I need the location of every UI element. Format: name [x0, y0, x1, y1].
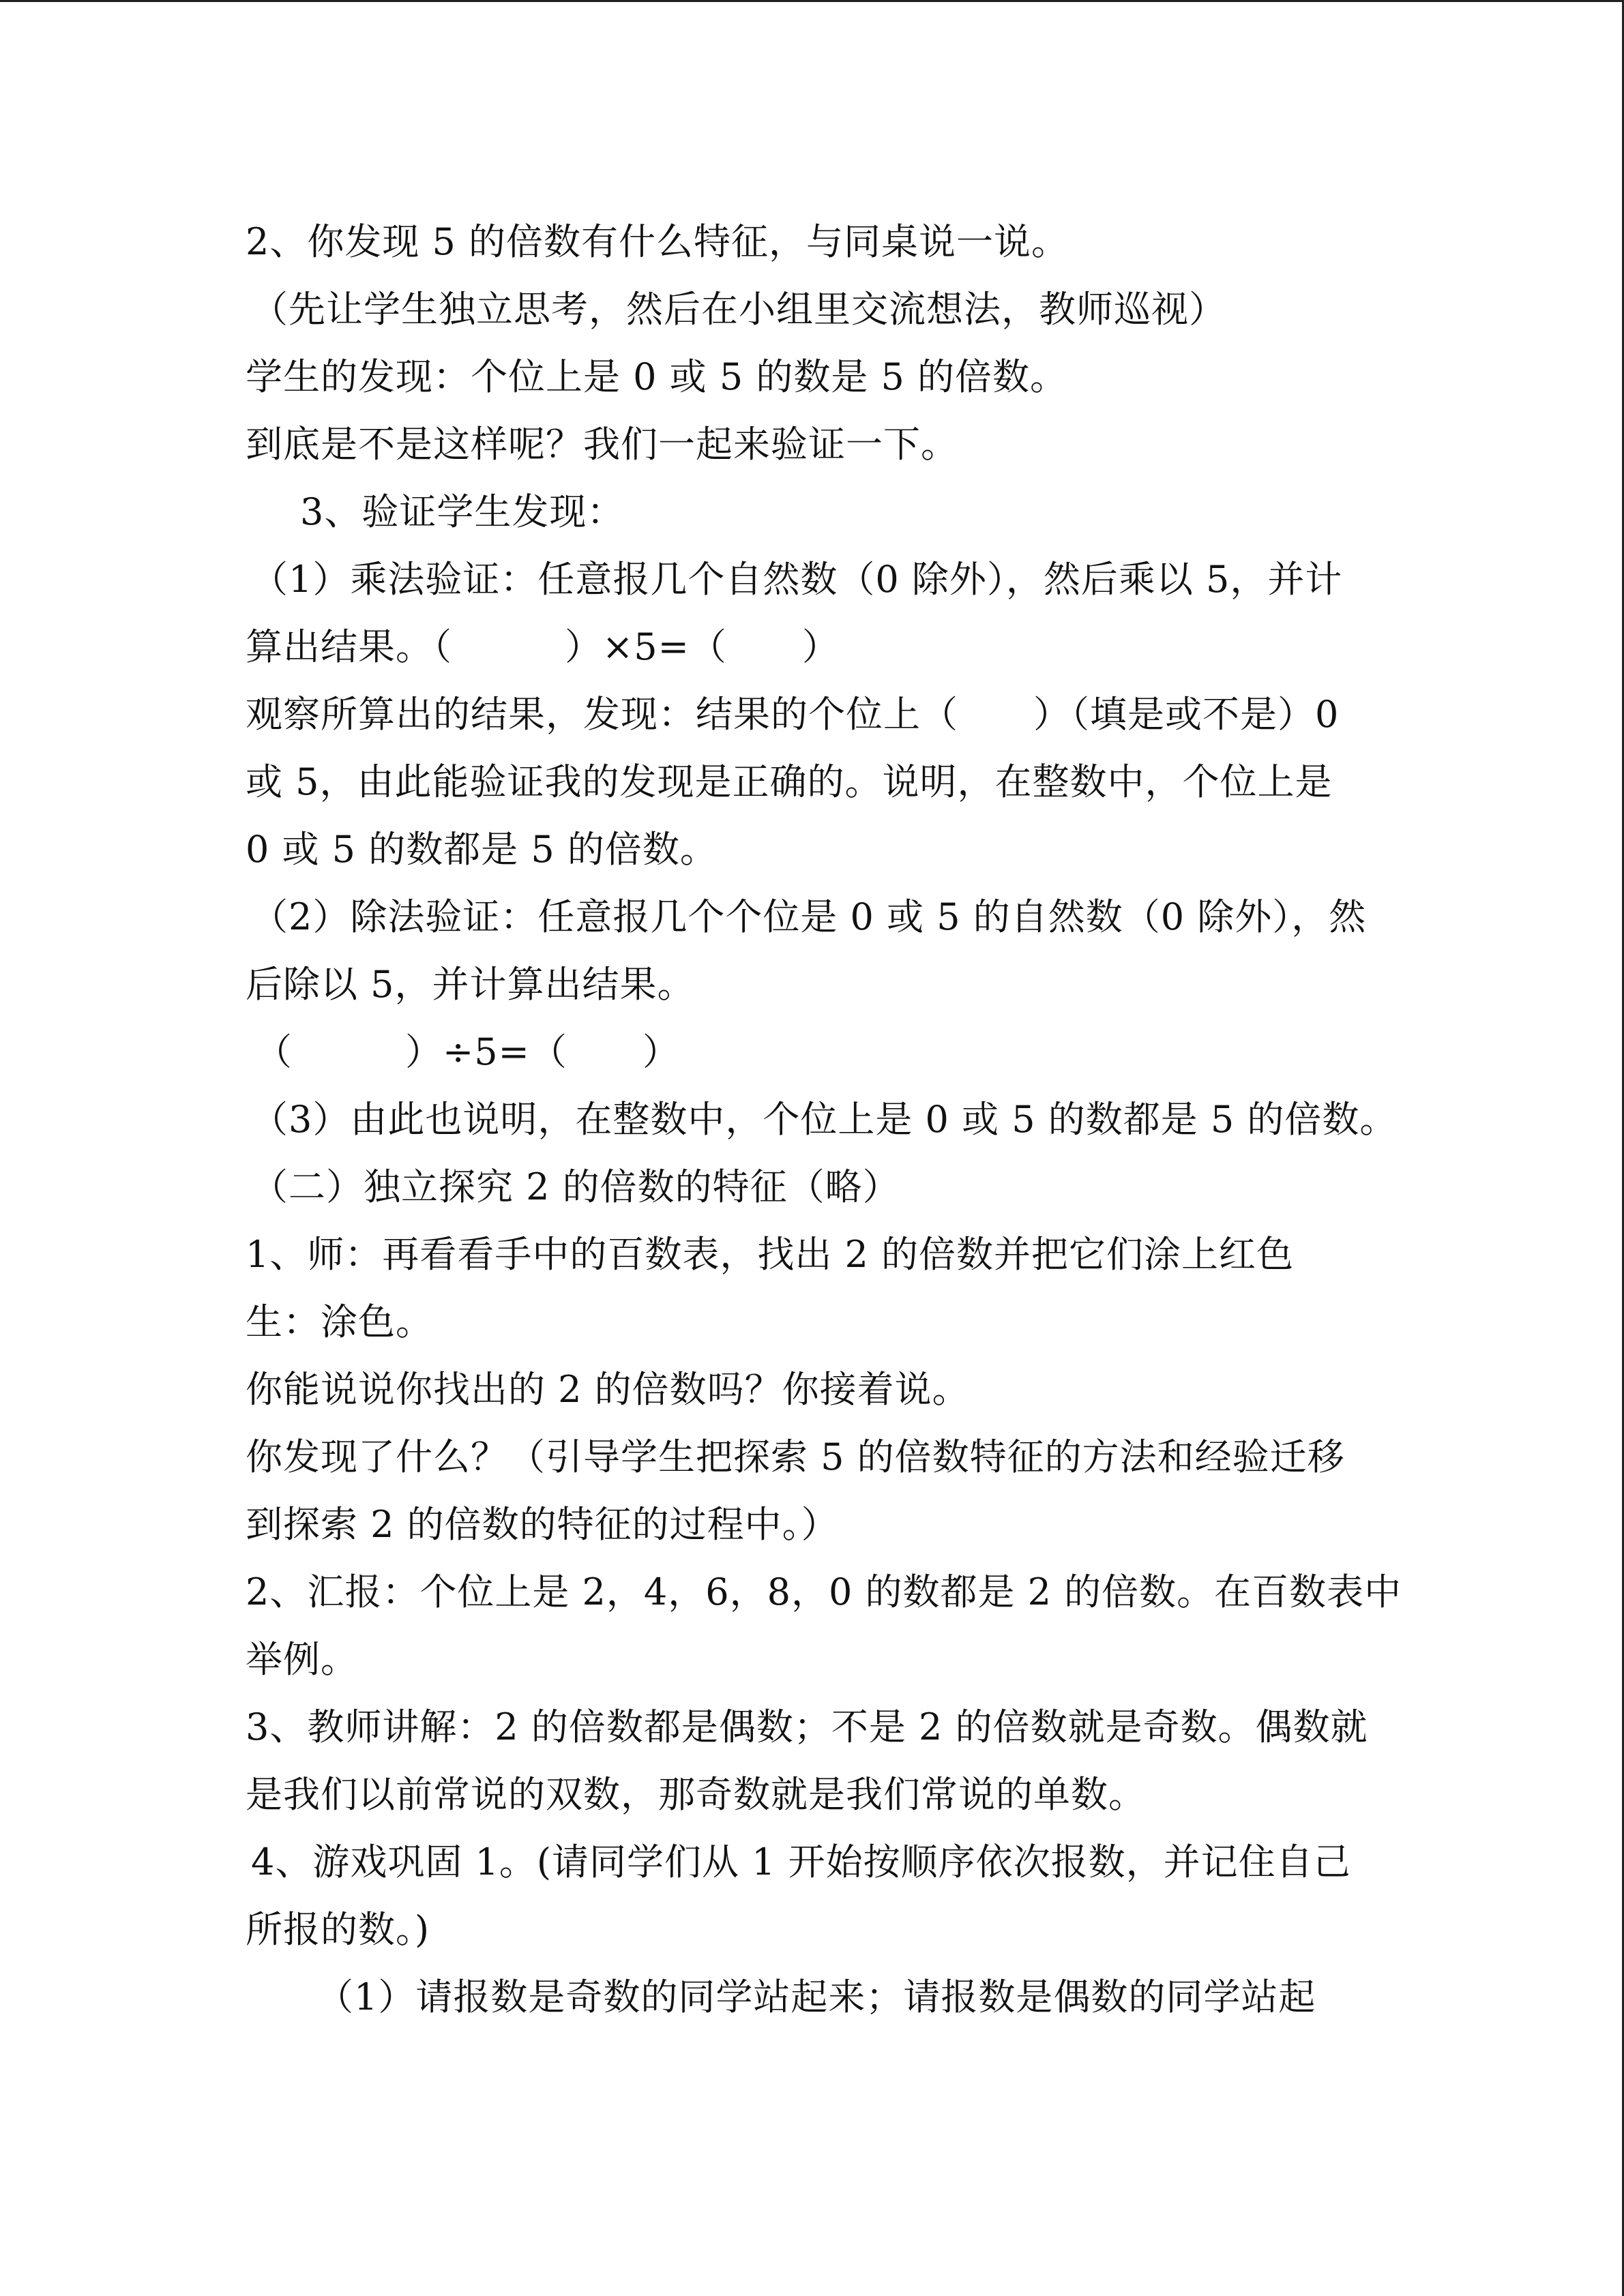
- text-line: 到探索 2 的倍数的特征的过程中。）: [246, 1503, 839, 1546]
- text-line: 举例。: [246, 1638, 358, 1681]
- page-top-border: [0, 0, 1624, 2]
- text-line: （ ）÷5=（ ）: [255, 1030, 680, 1073]
- text-line: 0 或 5 的数都是 5 的倍数。: [246, 828, 718, 871]
- text-line: 后除以 5，并计算出结果。: [246, 963, 695, 1006]
- text-line: 2、你发现 5 的倍数有什么特征，与同桌说一说。: [246, 220, 1069, 263]
- text-line: 1、师：再看看手中的百数表，找出 2 的倍数并把它们涂上红色: [246, 1233, 1295, 1276]
- document-page: [246, 208, 1402, 2031]
- text-line: 学生的发现：个位上是 0 或 5 的数是 5 的倍数。: [246, 355, 1068, 398]
- text-line: 你发现了什么？（引导学生把探索 5 的倍数特征的方法和经验迁移: [246, 1435, 1345, 1478]
- text-line: 你能说说你找出的 2 的倍数吗？你接着说。: [246, 1368, 970, 1411]
- text-line: 是我们以前常说的双数，那奇数就是我们常说的单数。: [246, 1773, 1146, 1816]
- text-line: 生：涂色。: [246, 1300, 433, 1343]
- text-line: 3、教师讲解：2 的倍数都是偶数；不是 2 的倍数就是奇数。偶数就: [246, 1705, 1368, 1748]
- text-line: 2、汇报：个位上是 2，4，6，8，0 的数都是 2 的倍数。在百数表中: [246, 1570, 1402, 1613]
- text-line: 3、验证学生发现：: [300, 490, 625, 533]
- text-line: （二）独立探究 2 的倍数的特征（略）: [251, 1165, 900, 1208]
- text-line: 所报的数。): [246, 1908, 430, 1951]
- text-line: 4、游戏巩固 1。(请同学们从 1 开始按顺序依次报数，并记住自己: [251, 1840, 1351, 1883]
- text-line: （1）请报数是奇数的同学站起来；请报数是偶数的同学站起: [316, 1976, 1316, 2018]
- text-line: 或 5，由此能验证我的发现是正确的。说明，在整数中，个位上是: [246, 760, 1333, 803]
- text-line: 观察所算出的结果，发现：结果的个位上（ ）（填是或不是）0: [246, 693, 1340, 736]
- text-line: （1）乘法验证：任意报几个自然数（0 除外），然后乘以 5，并计: [251, 558, 1343, 601]
- text-line: 算出结果。（ ）×5=（ ）: [246, 625, 840, 668]
- text-line: （3）由此也说明，在整数中，个位上是 0 或 5 的数都是 5 的倍数。: [251, 1098, 1398, 1141]
- text-line: 到底是不是这样呢？我们一起来验证一下。: [246, 423, 958, 466]
- text-line: （2）除法验证：任意报几个个位是 0 或 5 的自然数（0 除外），然: [251, 895, 1367, 938]
- text-line: （先让学生独立思考，然后在小组里交流想法，教师巡视）: [251, 288, 1226, 331]
